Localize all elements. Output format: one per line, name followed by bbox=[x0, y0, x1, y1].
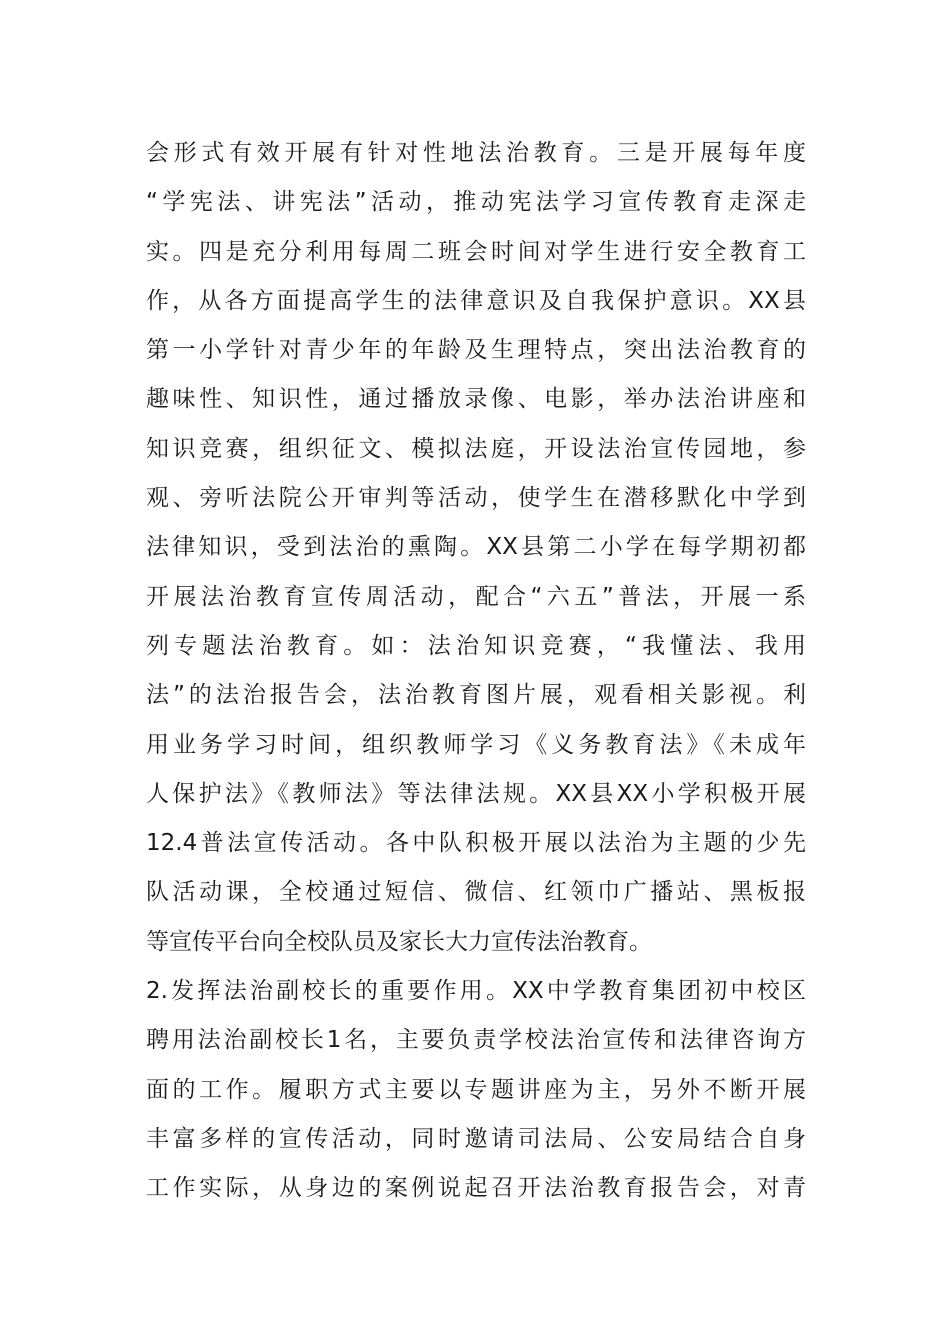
text-line: 用业务学习时间，组织教师学习《义务教育法》《未成年 bbox=[146, 731, 806, 758]
paragraph-2 bbox=[146, 967, 806, 1213]
text-line: 12.4普法宣传活动。各中队积极开展以法治为主题的少先 bbox=[146, 830, 806, 857]
text-line: 知识竞赛，组织征文、模拟法庭，开设法治宣传园地，参 bbox=[146, 435, 806, 462]
text-line: 开展法治教育宣传周活动，配合“六五”普法，开展一系 bbox=[146, 583, 806, 610]
text-line: 聘用法治副校长1名，主要负责学校法治宣传和法律咨询方 bbox=[146, 1027, 806, 1054]
text-line: 实。四是充分利用每周二班会时间对学生进行安全教育工 bbox=[146, 238, 806, 265]
text-line: 丰富多样的宣传活动，同时邀请司法局、公安局结合自身 bbox=[146, 1125, 806, 1152]
text-line: 第一小学针对青少年的年龄及生理特点，突出法治教育的 bbox=[146, 337, 806, 364]
text-line: 趣味性、知识性，通过播放录像、电影，举办法治讲座和 bbox=[146, 386, 806, 413]
paragraph-1 bbox=[146, 129, 806, 967]
text-line: 等宣传平台向全校队员及家长大力宣传法治教育。 bbox=[146, 928, 652, 955]
text-line: 法”的法治报告会，法治教育图片展，观看相关影视。利 bbox=[146, 682, 806, 709]
text-line: 人保护法》《教师法》等法律法规。XX县XX小学积极开展 bbox=[146, 780, 806, 807]
text-line: 观、旁听法院公开审判等活动，使学生在潜移默化中学到 bbox=[146, 485, 806, 512]
text-line: 面的工作。履职方式主要以专题讲座为主，另外不断开展 bbox=[146, 1076, 806, 1103]
text-line: 列专题法治教育。如：法治知识竞赛，“我懂法、我用 bbox=[146, 632, 806, 659]
text-line: “学宪法、讲宪法”活动，推动宪法学习宣传教育走深走 bbox=[146, 189, 806, 216]
document-body bbox=[146, 129, 806, 1214]
text-line: 作，从各方面提高学生的法律意识及自我保护意识。XX县 bbox=[146, 287, 806, 314]
text-line: 会形式有效开展有针对性地法治教育。三是开展每年度 bbox=[146, 140, 806, 166]
text-line: 工作实际，从身边的案例说起召开法治教育报告会，对青 bbox=[146, 1175, 806, 1202]
text-line: 2.发挥法治副校长的重要作用。XX中学教育集团初中校区 bbox=[146, 978, 806, 1005]
text-line: 队活动课，全校通过短信、微信、红领巾广播站、黑板报 bbox=[146, 879, 806, 906]
text-line: 法律知识，受到法治的熏陶。XX县第二小学在每学期初都 bbox=[146, 534, 806, 561]
